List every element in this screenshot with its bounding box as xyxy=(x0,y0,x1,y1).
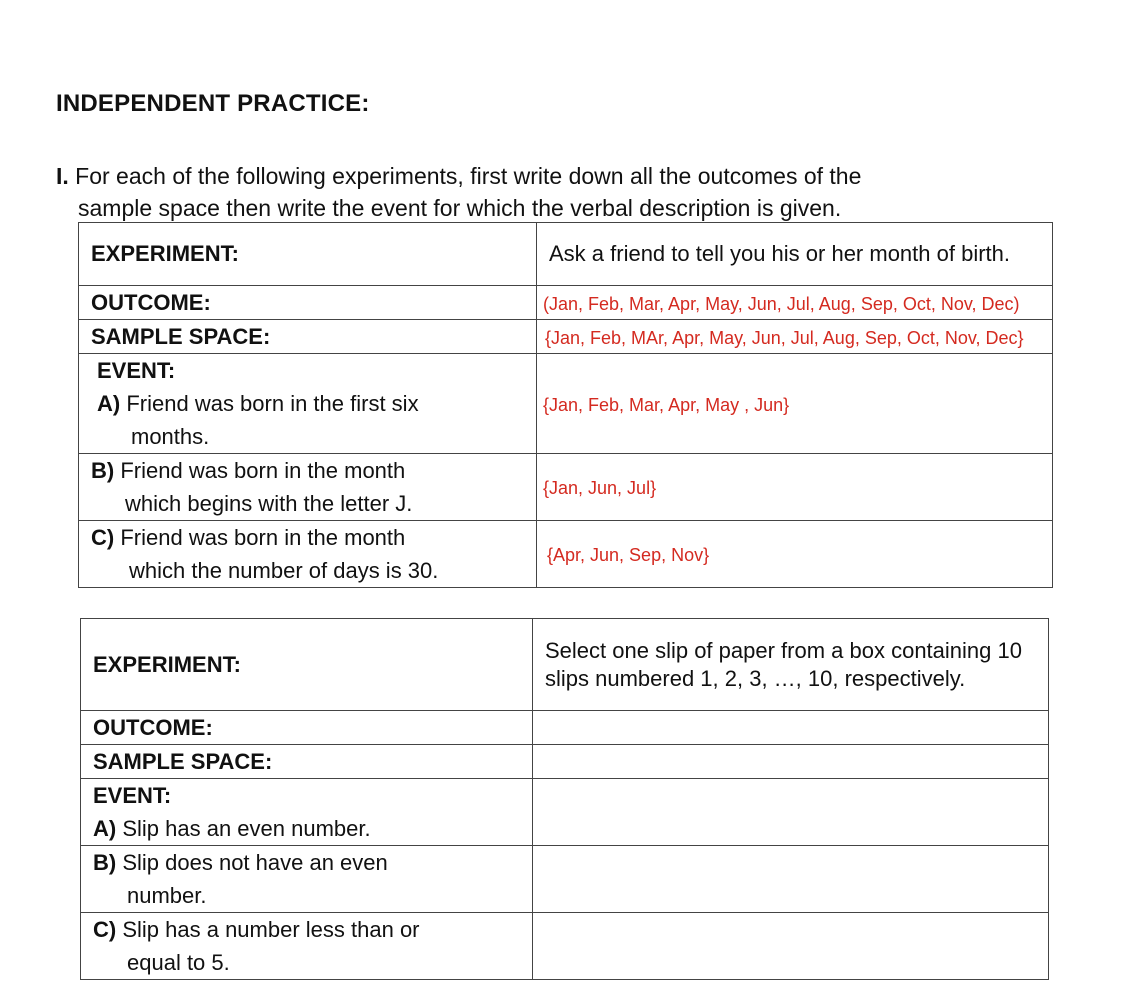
event-a-row xyxy=(79,354,1053,454)
outcome-label-cell xyxy=(81,711,533,745)
experiment-row xyxy=(81,619,1049,711)
event-c-line-1 xyxy=(91,521,524,554)
outcome-answer: (Jan, Feb, Mar, Apr, May, Jun, Jul, Aug, Sep, Oct, Nov, Dec) xyxy=(543,293,1020,314)
event-c-cell xyxy=(81,913,533,980)
event-b-letter: B) xyxy=(91,458,115,483)
event-c-answer: {Apr, Jun, Sep, Nov} xyxy=(547,545,710,565)
event-b-text: Friend was born in the month xyxy=(120,458,406,483)
event-b-line-1 xyxy=(91,454,524,487)
experiment-label: EXPERIMENT: xyxy=(93,651,241,677)
event-a-line-2: months. xyxy=(131,424,210,449)
event-c-letter: C) xyxy=(91,525,115,550)
event-c-row xyxy=(79,521,1053,588)
sample-space-row xyxy=(79,320,1053,354)
event-b-cell xyxy=(79,454,537,521)
event-c-letter: C) xyxy=(93,917,117,942)
outcome-label: OUTCOME: xyxy=(91,289,211,315)
experiment-label-cell xyxy=(79,223,537,286)
event-b-answer-cell[interactable] xyxy=(537,454,1053,521)
event-b-cell xyxy=(81,846,533,913)
outcome-row xyxy=(81,711,1049,745)
sample-space-label: SAMPLE SPACE: xyxy=(91,323,271,349)
event-b-answer: {Jan, Jun, Jul} xyxy=(543,478,657,498)
event-a-line-1 xyxy=(97,387,524,420)
event-c-line-2: equal to 5. xyxy=(127,950,230,975)
event-a-cell xyxy=(81,779,533,846)
event-c-answer-cell[interactable] xyxy=(537,521,1053,588)
event-a-text: Friend was born in the first six xyxy=(126,391,419,416)
event-a-cell xyxy=(79,354,537,454)
event-b-line-2: which begins with the letter J. xyxy=(125,491,413,516)
event-a-answer-cell[interactable] xyxy=(533,779,1049,846)
event-b-letter: B) xyxy=(93,850,117,875)
event-a-row xyxy=(81,779,1049,846)
event-label: EVENT: xyxy=(97,358,176,383)
event-b-line-1 xyxy=(93,846,520,879)
instructions-text-1: For each of the following experiments, first write down all the outcomes of the xyxy=(75,163,862,189)
event-c-text: Slip has a number less than or xyxy=(122,917,420,942)
sample-space-answer: {Jan, Feb, MAr, Apr, May, Jun, Jul, Aug, Sep, Oct, Nov, Dec} xyxy=(545,327,1024,348)
outcome-label-cell xyxy=(79,286,537,320)
sample-space-answer-cell[interactable] xyxy=(537,320,1053,354)
event-c-cell xyxy=(79,521,537,588)
event-a-text: Slip has an even number. xyxy=(122,816,371,841)
experiment-table-2 xyxy=(80,618,1049,980)
outcome-label: OUTCOME: xyxy=(93,714,213,740)
experiment-description: Ask a friend to tell you his or her month of birth. xyxy=(549,241,1011,266)
outcome-row xyxy=(79,286,1053,320)
event-b-text: Slip does not have an even xyxy=(122,850,388,875)
outcome-answer-cell[interactable] xyxy=(537,286,1053,320)
experiment-description-cell xyxy=(533,619,1049,711)
event-c-line-1 xyxy=(93,913,520,946)
event-b-row xyxy=(81,846,1049,913)
event-c-answer-cell[interactable] xyxy=(533,913,1049,980)
outcome-answer-cell[interactable] xyxy=(533,711,1049,745)
experiment-table-1 xyxy=(78,222,1053,588)
event-b-line-2: number. xyxy=(127,883,207,908)
sample-space-answer-cell[interactable] xyxy=(533,745,1049,779)
experiment-description-cell xyxy=(537,223,1053,286)
event-a-line-1 xyxy=(93,812,520,845)
event-a-answer-cell[interactable] xyxy=(537,354,1053,454)
event-c-row xyxy=(81,913,1049,980)
event-a-letter: A) xyxy=(93,816,117,841)
sample-space-label: SAMPLE SPACE: xyxy=(93,748,273,774)
sample-space-row xyxy=(81,745,1049,779)
sample-space-label-cell xyxy=(81,745,533,779)
event-c-line-2: which the number of days is 30. xyxy=(129,558,439,583)
page-heading: INDEPENDENT PRACTICE: xyxy=(56,90,370,117)
instructions xyxy=(56,160,956,224)
instructions-line-1 xyxy=(56,160,956,192)
experiment-description: Select one slip of paper from a box containing 10 slips numbered 1, 2, 3, …, 10, respectively. xyxy=(545,637,1022,691)
experiment-row xyxy=(79,223,1053,286)
sample-space-label-cell xyxy=(79,320,537,354)
event-a-answer: {Jan, Feb, Mar, Apr, May , Jun} xyxy=(543,394,790,415)
experiment-label: EXPERIMENT: xyxy=(91,241,239,266)
event-b-row xyxy=(79,454,1053,521)
event-b-answer-cell[interactable] xyxy=(533,846,1049,913)
event-c-text: Friend was born in the month xyxy=(120,525,406,550)
instructions-text-2: sample space then write the event for which the verbal description is given. xyxy=(78,195,842,221)
instructions-number: I. xyxy=(56,163,69,189)
event-label: EVENT: xyxy=(93,783,172,808)
event-a-letter: A) xyxy=(97,391,121,416)
experiment-label-cell xyxy=(81,619,533,711)
